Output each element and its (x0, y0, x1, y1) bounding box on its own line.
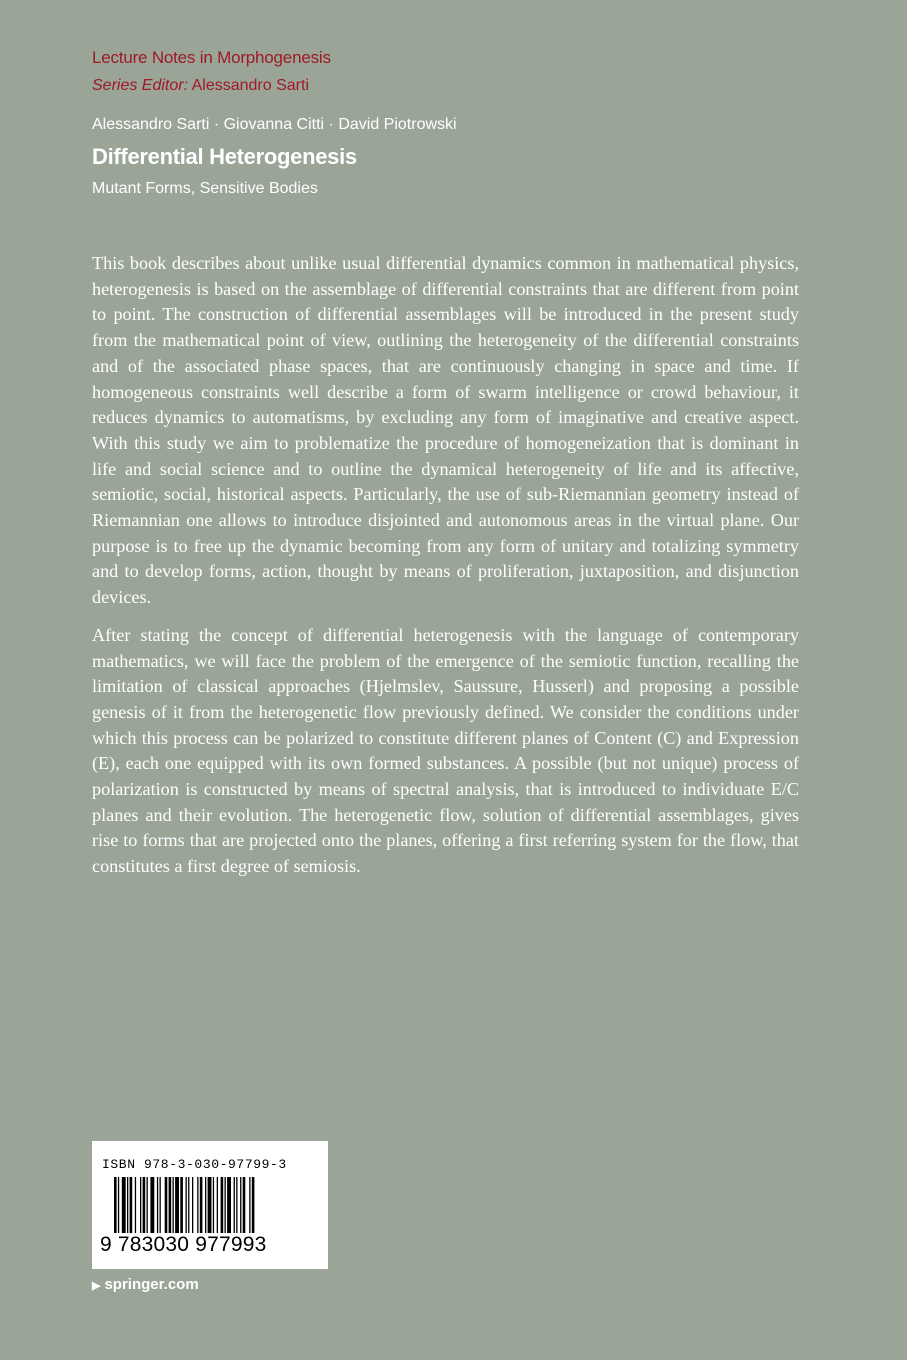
blurb-paragraph-2: After stating the concept of differential heterogenesis with the language of contemporary mathematics, we will face the problem of the emergence of the semiotic function, recalling the limitation of classical approaches (Hjelmslev, Saussure, Husserl) and proposing a possible genesis of it from the heterogenetic flow previously defined. We consider the conditions under which this process can be polarized to constitute different planes of Content (C) and Expression (E), each one equipped with its own formed substances. A possible (but not unique) process of polarization is constructed by means of spectral analysis, that is introduced to individuate E/C planes and their evolution. The heterogenetic flow, solution of differential assemblages, gives rise to forms that are projected onto the planes, offering a first referring system for the flow, that constitutes a first degree of semiosis. (92, 624, 799, 877)
series-editor-label: Series Editor: (92, 77, 189, 94)
barcode-digits: 9 783030 977993 (100, 1233, 267, 1256)
series-editor-name: Alessandro Sarti (191, 77, 309, 94)
book-title: Differential Heterogenesis (92, 144, 357, 169)
publisher-website[interactable] (92, 1276, 199, 1293)
website-label: springer.com (104, 1276, 199, 1293)
arrow-right-icon: ▶ (92, 1280, 101, 1292)
isbn-barcode (92, 1141, 328, 1269)
book-authors: Alessandro Sarti · Giovanna Citti · David Piotrowski (92, 116, 457, 133)
book-subtitle: Mutant Forms, Sensitive Bodies (92, 180, 318, 197)
isbn-label: ISBN 978-3-030-97799-3 (102, 1157, 287, 1172)
blurb-paragraph-1: This book describes about unlike usual differential dynamics common in mathematical physics, heterogenesis is based on the assemblage of differential constraints that are different from point to point. The construction of differential assemblages will be introduced in the present study from the mathematical point of view, outlining the heterogeneity of the differential constraints and of the associated phase spaces, that are continuously changing in space and time. If homogeneous constraints well describe a form of swarm intelligence or crowd behaviour, it reduces dynamics to automatisms, by excluding any form of imaginative and creative aspect. With this study we aim to problematize the procedure of homogeneization that is dominant in life and social science and to outline the dynamical heterogeneity of life and its affective, semiotic, social, historical aspects. Particularly, the use of sub-Riemannian geometry instead of Riemannian one allows to introduce disjointed and autonomous areas in the virtual plane. Our purpose is to free up the dynamic becoming from any form of unitary and totalizing symmetry and to develop forms, action, thought by means of proliferation, juxtaposition, and disjunction devices. (92, 253, 799, 608)
back-cover-blurb (92, 251, 799, 892)
series-editor (92, 77, 309, 95)
series-title: Lecture Notes in Morphogenesis (92, 48, 331, 67)
